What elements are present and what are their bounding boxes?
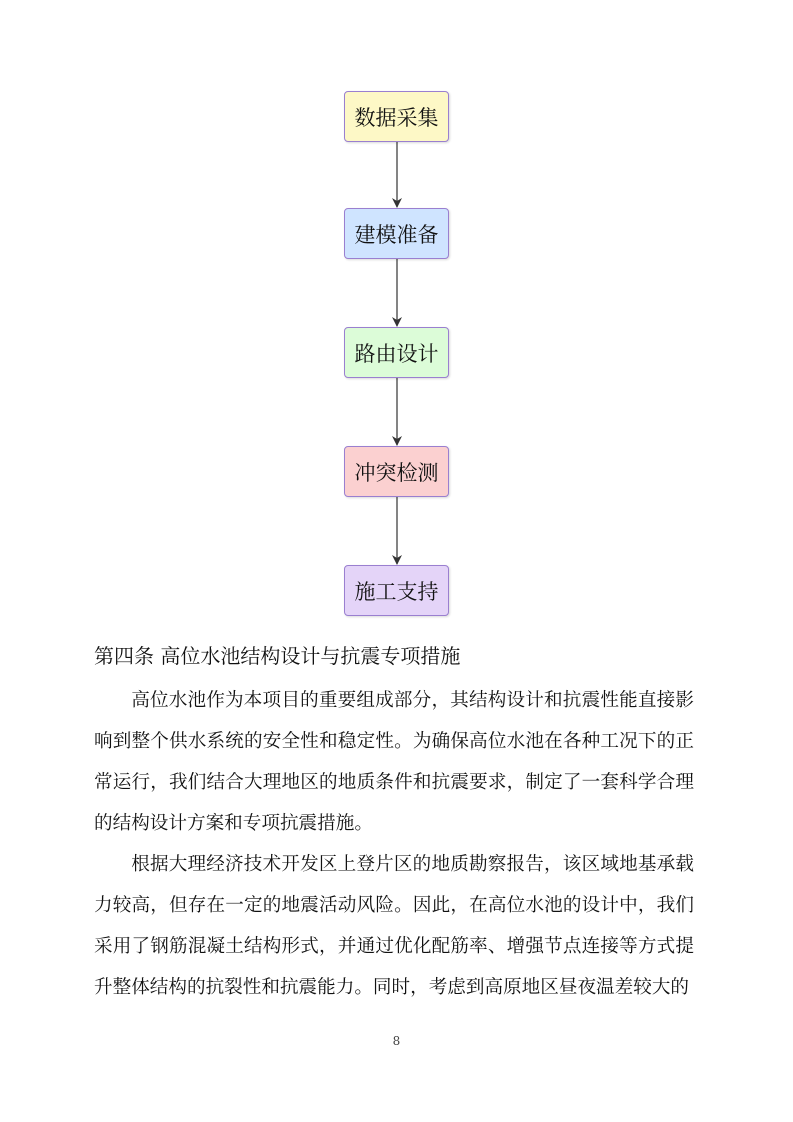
flow-node-construction-support: 施工支持 (344, 565, 449, 616)
section-heading: 第四条 高位水池结构设计与抗震专项措施 (94, 644, 461, 668)
flow-node-routing-design: 路由设计 (344, 327, 449, 378)
paragraph-1: 高位水池作为本项目的重要组成部分，其结构设计和抗震性能直接影响到整个供水系统的安全性和稳定性。为确保高位水池在各种工况下的正常运行，我们结合大理地区的地质条件和抗震要求，制定了一套科学合理的结构设计方案和专项抗震措施。 (94, 690, 694, 834)
flow-node-data-collection: 数据采集 (344, 91, 449, 142)
flow-node-conflict-detection: 冲突检测 (344, 446, 449, 497)
page-number: 8 (392, 1034, 401, 1048)
paragraph-2: 根据大理经济技术开发区上登片区的地质勘察报告，该区域地基承载力较高，但存在一定的地震活动风险。因此，在高位水池的设计中，我们采用了钢筋混凝土结构形式，并通过优化配筋率、增强节点连接等方式提升整体结构的抗裂性和抗震能力。同时，考虑到高原地区昼夜温差较大的 (94, 854, 694, 998)
flow-node-modeling-prep: 建模准备 (344, 208, 449, 259)
